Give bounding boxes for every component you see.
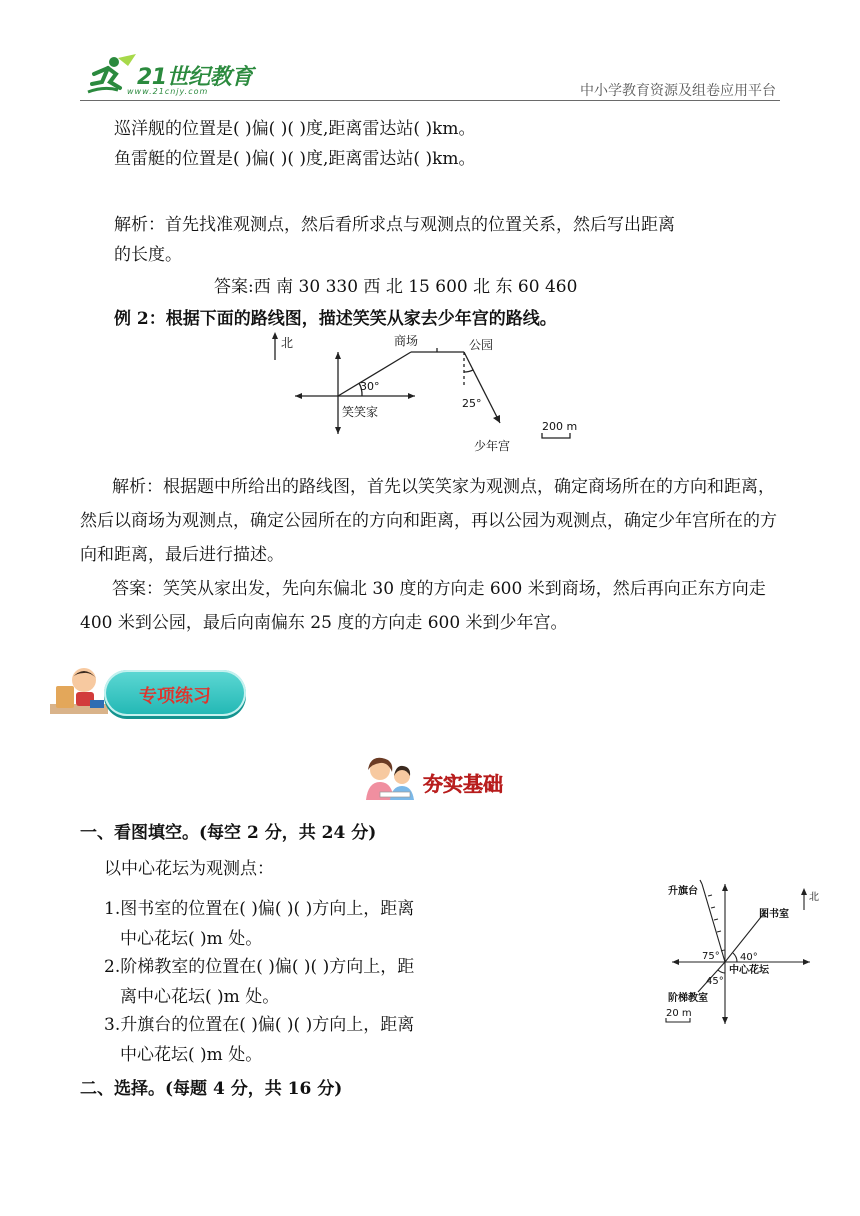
- logo-text: 21世纪教育: [137, 65, 253, 90]
- section-banner: [104, 670, 246, 716]
- part1-q1-line-1: 1.图书室的位置在( )偏( )( )方向上，距离: [104, 899, 415, 919]
- example1-analysis-line-2: 的长度。: [114, 245, 182, 265]
- school-north-arrow-icon: [801, 888, 807, 895]
- part1-q3-line-2: 中心花坛( )m 处。: [120, 1045, 263, 1065]
- part1-q3-line-1: 3.升旗台的位置在( )偏( )( )方向上，距离: [104, 1015, 415, 1035]
- route-home-label: 笑笑家: [342, 405, 379, 419]
- map-angle-75: 75°: [702, 951, 720, 962]
- route-north-label: 北: [281, 336, 294, 350]
- map-center-label: 中心花坛: [729, 965, 769, 976]
- map-scale-label: 20 m: [666, 1008, 692, 1019]
- part1-q2-line-2: 离中心花坛( )m 处。: [120, 987, 280, 1007]
- example1-line-1: 巡洋舰的位置是( )偏( )( )度,距离雷达站( )km。: [114, 119, 476, 139]
- teacher-student-icon: [362, 756, 420, 802]
- header-tagline: 中小学教育资源及组卷应用平台: [580, 83, 776, 99]
- subsection-title: 夯实基础: [423, 772, 503, 796]
- route-park-label: 公园: [469, 338, 494, 352]
- part2-heading: 二、选择。(每题 4 分，共 16 分): [80, 1079, 343, 1099]
- part1-q1-line-2: 中心花坛( )m 处。: [120, 929, 263, 949]
- part1-heading: 一、看图填空。(每空 2 分，共 24 分): [80, 823, 377, 843]
- route-store-label: 商场: [394, 334, 419, 348]
- part1-q2-line-1: 2.阶梯教室的位置在( )偏( )( )方向上，距: [104, 957, 415, 977]
- example2-answer: 答案：笑笑从家出发，先向东偏北 30 度的方向走 600 米到商场，然后再向正东方向走 400 米到公园，最后向南偏东 25 度的方向走 600 米到少年宫。: [80, 579, 766, 633]
- map-hall-label: 阶梯教室: [668, 993, 708, 1004]
- route-angle-25: 25°: [462, 397, 482, 410]
- map-angle-40: 40°: [740, 952, 758, 963]
- school-map-diagram: [660, 874, 820, 1034]
- map-angle-45: 45°: [706, 976, 724, 987]
- example2-analysis: 解析：根据题中所给出的路线图，首先以笑笑家为观测点，确定商场所在的方向和距离，然后以商场为观测点，确定公园所在的方向和距离，再以公园为观测点，确定少年宫所在的方向和距离，最后进行描述。: [80, 477, 777, 565]
- route-palace-label: 少年宫: [474, 439, 511, 453]
- map-flag-label: 升旗台: [668, 886, 698, 897]
- example1-analysis-line-1: 解析：首先找准观测点，然后看所求点与观测点的位置关系，然后写出距离: [114, 215, 675, 235]
- example2-title: 例 2：根据下面的路线图，描述笑笑从家去少年宫的路线。: [114, 309, 557, 329]
- example1-line-2: 鱼雷艇的位置是( )偏( )( )度,距离雷达站( )km。: [114, 149, 476, 169]
- route-map-diagram: [260, 330, 620, 455]
- map-library-label: 图书室: [759, 909, 789, 920]
- north-arrow-icon: [272, 332, 278, 339]
- route-scale-label: 200 m: [542, 420, 578, 433]
- logo-url: www.21cnjy.com: [127, 87, 209, 96]
- route-angle-30: 30°: [360, 380, 380, 393]
- reading-boy-icon: [46, 664, 112, 720]
- part1-intro: 以中心花坛为观测点：: [104, 859, 274, 879]
- header-divider: [80, 100, 780, 101]
- map-north-label: 北: [809, 892, 819, 903]
- example1-answer: 答案:西 南 30 330 西 北 15 600 北 东 60 460: [214, 277, 578, 297]
- section-banner-label: 专项练习: [139, 686, 211, 707]
